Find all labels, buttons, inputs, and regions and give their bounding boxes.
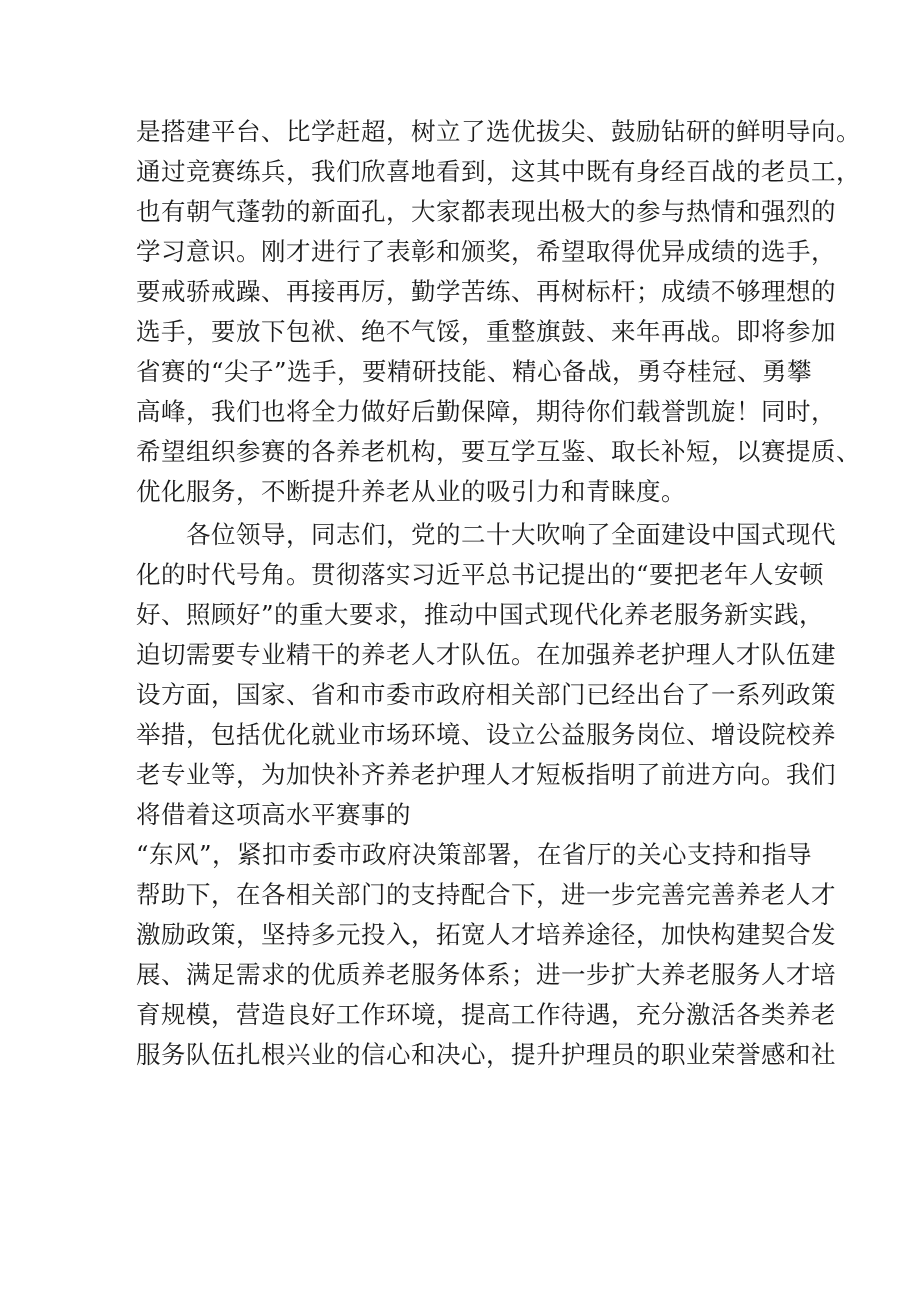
paragraph-start-line: 各位领导，同志们，党的二十大吹响了全面建设中国式现代 [186, 520, 836, 549]
text-line: 化的时代号角。贯彻落实习近平总书记提出的“要把老年人安顿 [136, 560, 825, 589]
text-line: 育规模，营造良好工作环境，提高工作待遇，充分激活各类养老 [136, 1000, 836, 1029]
text-line: 选手，要放下包袱、绝不气馁，重整旗鼓、来年再战。即将参加 [136, 317, 836, 346]
text-line: 学习意识。刚才进行了表彰和颁奖，希望取得优异成绩的选手， [136, 237, 836, 266]
text-line: 好、照顾好”的重大要求，推动中国式现代化养老服务新实践， [136, 600, 825, 629]
text-line: 希望组织参赛的各养老机构，要互学互鉴、取长补短，以赛提质、 [136, 437, 861, 466]
text-line: 举措，包括优化就业市场环境、设立公益服务岗位、增设院校养 [136, 720, 836, 749]
text-line: 帮助下，在各相关部门的支持配合下，进一步完善完善养老人才 [136, 880, 836, 909]
text-line: 展、满足需求的优质养老服务体系；进一步扩大养老服务人才培 [136, 960, 836, 989]
text-line: 迫切需要专业精干的养老人才队伍。在加强养老护理人才队伍建 [136, 640, 836, 669]
text-line: 老专业等，为加快补齐养老护理人才短板指明了前进方向。我们 [136, 760, 836, 789]
text-line: 要戒骄戒躁、再接再厉，勤学苦练、再树标杆；成绩不够理想的 [136, 277, 836, 306]
text-line: 激励政策，坚持多元投入，拓宽人才培养途径，加快构建契合发 [136, 920, 836, 949]
text-line: 优化服务，不断提升养老从业的吸引力和青睐度。 [136, 477, 686, 506]
text-line: 将借着这项高水平赛事的 [136, 800, 411, 829]
text-line: 是搭建平台、比学赶超，树立了选优拔尖、鼓励钻研的鲜明导向。 [136, 117, 861, 146]
body-text [136, 112, 861, 1075]
text-line: “东风”，紧扣市委市政府决策部署，在省厅的关心支持和指导 [136, 840, 813, 869]
text-line: 服务队伍扎根兴业的信心和决心，提升护理员的职业荣誉感和社 [136, 1040, 836, 1069]
text-line: 省赛的“尖子”选手，要精研技能、精心备战，勇夺桂冠、勇攀 [136, 357, 813, 386]
text-line: 也有朝气蓬勃的新面孔，大家都表现出极大的参与热情和强烈的 [136, 197, 836, 226]
text-line: 设方面，国家、省和市委市政府相关部门已经出台了一系列政策 [136, 680, 836, 709]
text-line: 通过竞赛练兵，我们欣喜地看到，这其中既有身经百战的老员工， [136, 157, 861, 186]
text-line: 高峰，我们也将全力做好后勤保障，期待你们载誉凯旋！同时， [136, 397, 836, 426]
